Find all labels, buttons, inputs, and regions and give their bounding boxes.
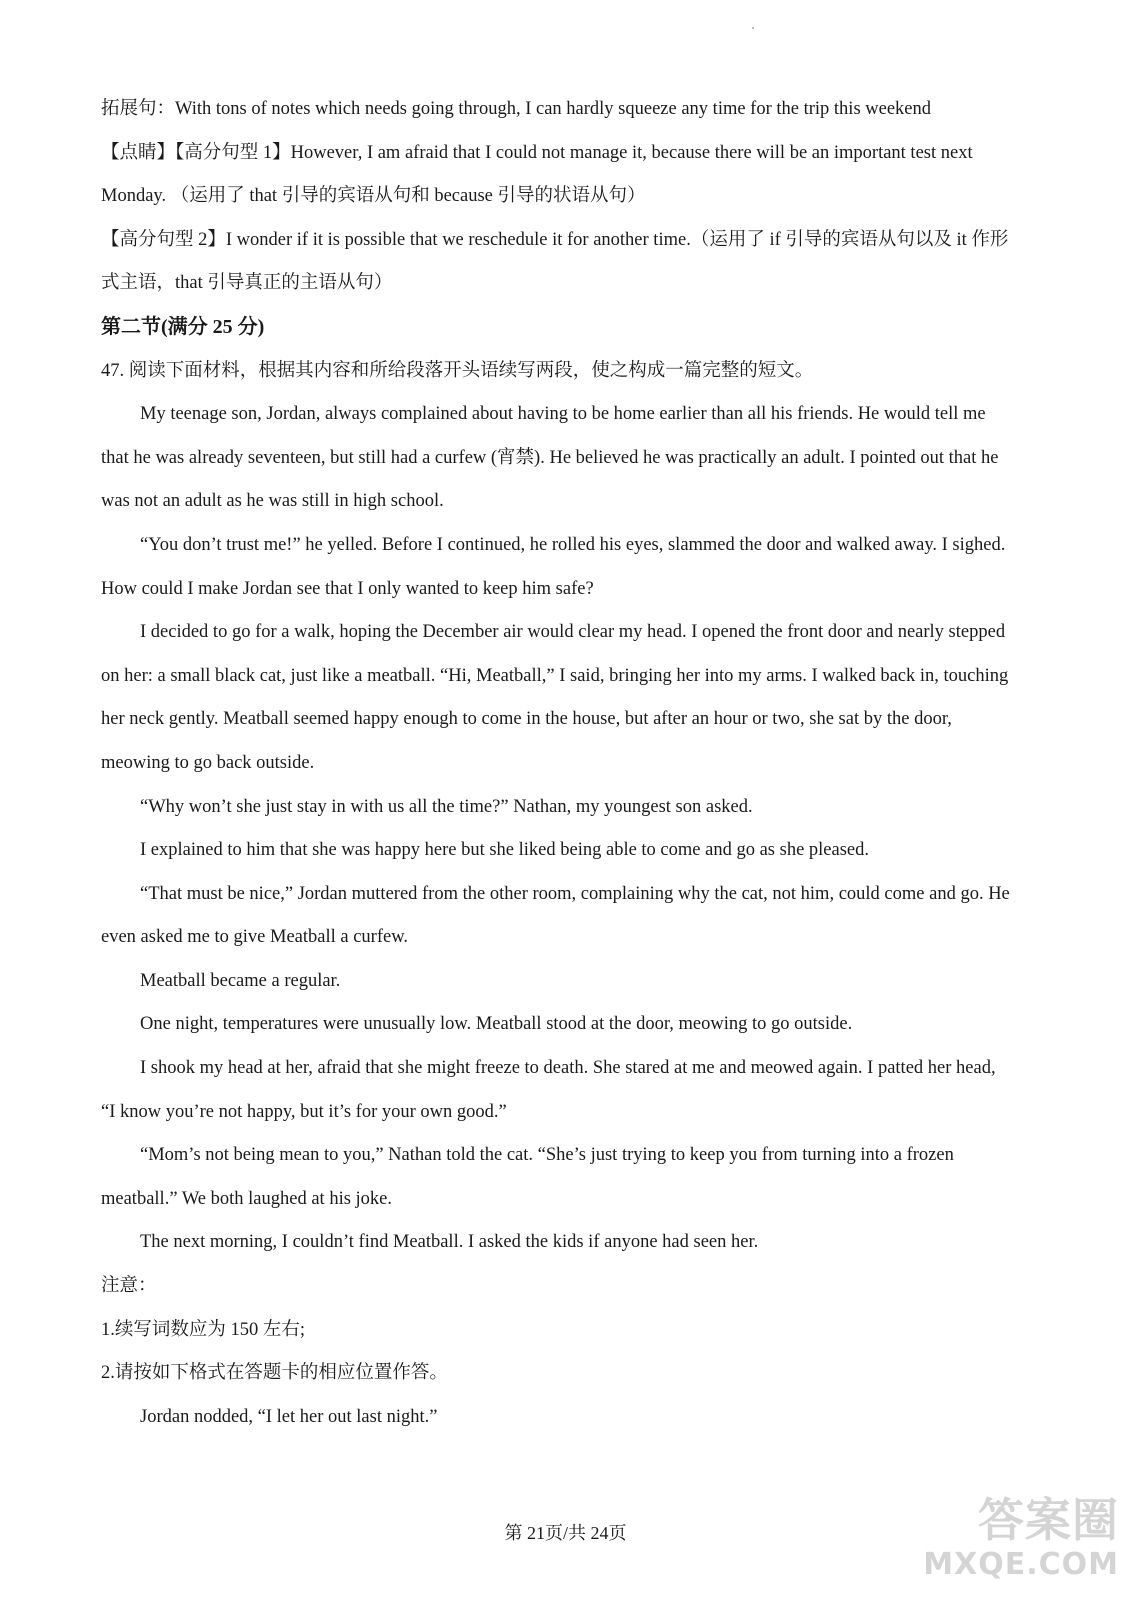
note-item-1: 1.续写词数应为 150 左右;: [101, 1319, 306, 1340]
page-number-footer: 第 21页/共 24页: [504, 1523, 627, 1543]
notes-heading: 注意：: [101, 1276, 157, 1297]
page-content: [101, 88, 1013, 1439]
question-instruction: 47. 阅读下面材料，根据其内容和所给段落开头语续写两段，使之构成一篇完整的短文。: [101, 360, 814, 381]
note-item-2: 2.请按如下格式在答题卡的相应位置作答。: [101, 1363, 448, 1384]
story-paragraph: Meatball became a regular.: [140, 970, 341, 991]
story-paragraph: The next morning, I couldn’t find Meatball. I asked the kids if anyone had seen her.: [140, 1232, 759, 1253]
story-paragraph: “Why won’t she just stay in with us all the time?” Nathan, my youngest son asked.: [140, 796, 753, 817]
story-paragraph: “You don’t trust me!” he yelled. Before I continued, he rolled his eyes, slammed the door and walked away. I sighed. How could I make Jordan see that I only wanted to keep him safe?: [101, 534, 1006, 599]
extended-sentence: 拓展句：With tons of notes which needs going through, I can hardly squeeze any time for the trip this weekend: [101, 99, 932, 119]
story-paragraph: I shook my head at her, afraid that she might freeze to death. She stared at me and meowed again. I patted her head, “I know you’re not happy, but it’s for your own good.”: [101, 1058, 996, 1122]
continuation-prompt: Jordan nodded, “I let her out last night.”: [140, 1406, 438, 1427]
watermark-logo: [919, 1492, 1119, 1592]
story-paragraph: I decided to go for a walk, hoping the December air would clear my head. I opened the front door and nearly stepped on her: a small black cat, just like a meatball. “Hi, Meatball,” I said, bringing her into my arms. I walked back in, touching her neck gently. Meatball seemed happy enough to come in the house, but after an hour or two, she sat by the door, meowing to go back outside.: [101, 622, 1009, 773]
section-title: 第二节(满分 25 分): [101, 315, 265, 338]
story-paragraph: “Mom’s not being mean to you,” Nathan told the cat. “She’s just trying to keep you from turning into a frozen meatball.” We both laughed at his joke.: [101, 1145, 954, 1209]
scan-speck: [752, 27, 754, 29]
story-paragraph: One night, temperatures were unusually low. Meatball stood at the door, meowing to go outside.: [140, 1014, 853, 1035]
highlight-sentence-2: 【高分句型 2】I wonder if it is possible that we reschedule it for another time.（运用了 if 引导的宾语从句以及 it 作形式主语，that 引导真正的主语从句）: [101, 229, 1009, 294]
story-paragraph: “That must be nice,” Jordan muttered from the other room, complaining why the cat, not him, could come and go. He even asked me to give Meatball a curfew.: [101, 883, 1010, 948]
story-paragraph: My teenage son, Jordan, always complained about having to be home earlier than all his friends. He would tell me that he was already seventeen, but still had a curfew (宵禁). He believed he was practically an adult. I pointed out that he was not an adult as he was still in high school.: [101, 404, 999, 512]
watermark-site-text: MXQE.COM: [923, 1547, 1119, 1582]
story-paragraph: I explained to him that she was happy here but she liked being able to come and go as she pleased.: [140, 840, 869, 861]
watermark-logo-text: 答案圈: [978, 1493, 1119, 1547]
highlight-sentence-1: 【点睛】【高分句型 1】However, I am afraid that I could not manage it, because there will be an important test next Monday. （运用了 that 引导的宾语从句和 because 引导的状语从句）: [101, 142, 973, 207]
